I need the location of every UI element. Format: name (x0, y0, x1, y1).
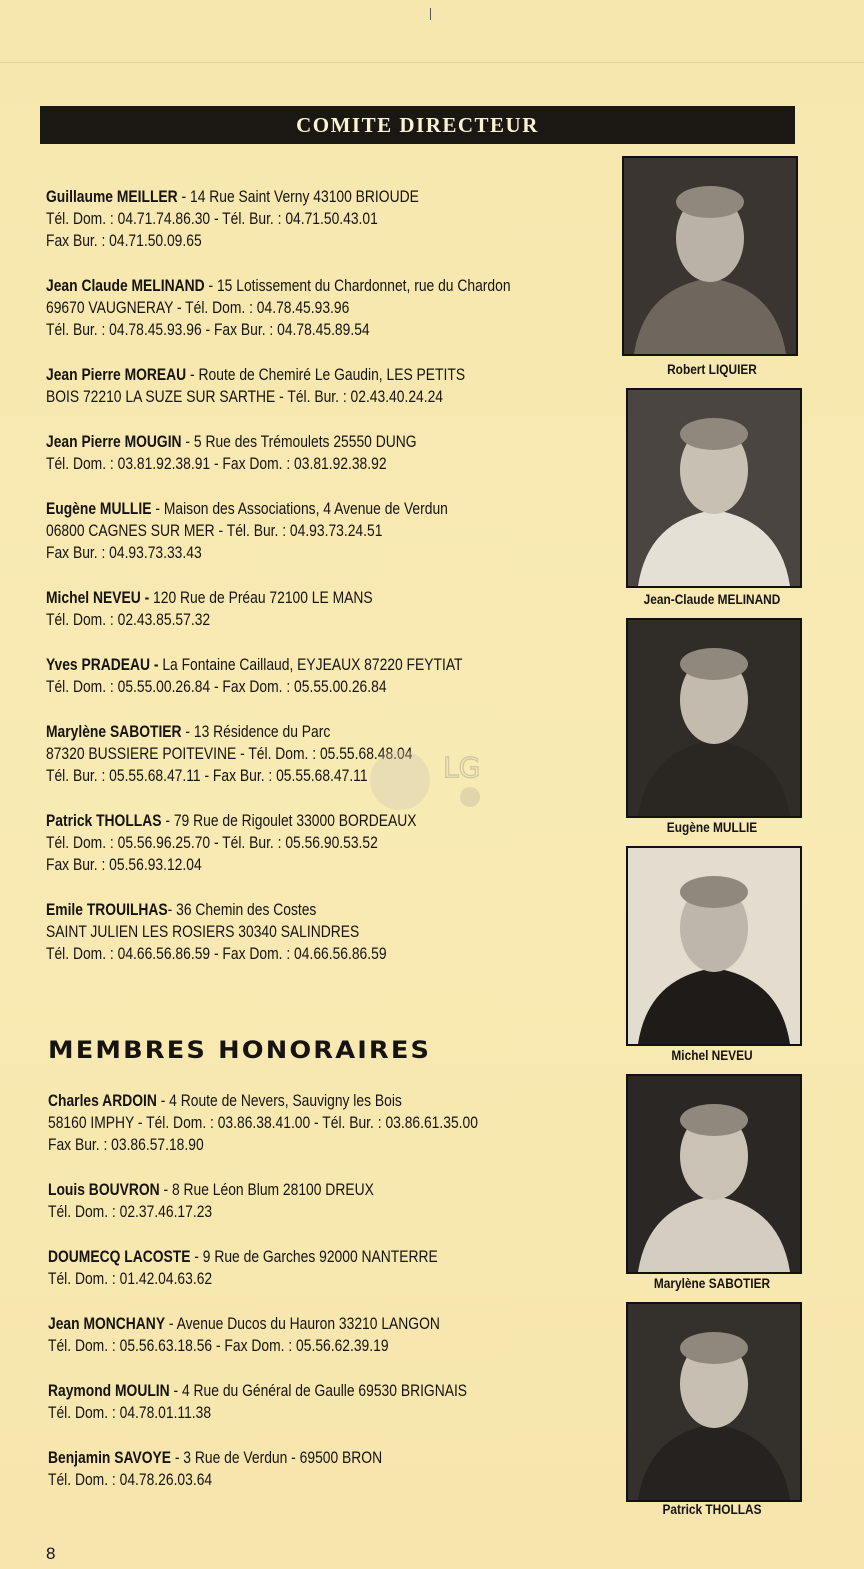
contact-entry (46, 899, 614, 965)
member-contact-line: 06800 CAGNES SUR MER - Tél. Bur. : 04.93.73.24.51 (46, 522, 383, 540)
portrait-photo (626, 618, 802, 818)
entry-line-1 (48, 1313, 616, 1335)
entry-line-1 (48, 1447, 616, 1469)
contact-entry (46, 587, 614, 631)
member-name: Emile TROUILHAS (46, 901, 168, 919)
member-name: Louis BOUVRON (48, 1181, 160, 1199)
member-contact-line: Tél. Dom. : 03.81.92.38.91 - Fax Dom. : 03.81.92.38.92 (46, 455, 387, 473)
member-address: - Maison des Associations, 4 Avenue de Verdun (151, 500, 448, 518)
entry-line-1 (46, 587, 614, 609)
entry-line-1 (46, 275, 614, 297)
member-name: Jean Pierre MOREAU (46, 366, 187, 384)
portrait-photo (626, 846, 802, 1046)
member-name: Jean Pierre MOUGIN (46, 433, 182, 451)
photo-caption: Patrick THOLLAS (662, 1502, 762, 1517)
member-address: - 36 Chemin des Costes (167, 901, 317, 919)
entry-line-1 (48, 1380, 616, 1402)
entry-line-1 (46, 654, 614, 676)
member-name: DOUMECQ LACOSTE (48, 1248, 191, 1266)
member-address: - Route de Chemiré Le Gaudin, LES PETITS (186, 366, 466, 384)
member-address: - 14 Rue Saint Verny 43100 BRIOUDE (177, 188, 419, 206)
member-name: Raymond MOULIN (48, 1382, 170, 1400)
contact-entry (46, 186, 614, 252)
member-contact-line: Fax Bur. : 05.56.93.12.04 (46, 856, 202, 874)
member-name: Marylène SABOTIER (46, 723, 182, 741)
contact-entry (46, 654, 614, 698)
photo-caption: Jean-Claude MELINAND (643, 592, 781, 607)
member-contact-line: Tél. Dom. : 02.37.46.17.23 (48, 1203, 213, 1221)
member-address: - 4 Route de Nevers, Sauvigny les Bois (156, 1092, 402, 1110)
member-address: - 13 Résidence du Parc (181, 723, 331, 741)
member-address: - 4 Rue du Général de Gaulle 69530 BRIGNAIS (169, 1382, 468, 1400)
member-name: Jean Claude MELINAND (46, 277, 205, 295)
member-name: Eugène MULLIE (46, 500, 152, 518)
member-name: Benjamin SAVOYE (48, 1449, 171, 1467)
member-contact-line: Tél. Dom. : 04.78.26.03.64 (48, 1471, 213, 1489)
member-address: - 79 Rue de Rigoulet 33000 BORDEAUX (161, 812, 417, 830)
entry-line-1 (48, 1246, 616, 1268)
section-title-membres-honoraires: MEMBRES HONORAIRES (48, 1036, 432, 1064)
member-contact-line: Tél. Bur. : 05.55.68.47.11 - Fax Bur. : 05.55.68.47.11 (46, 767, 368, 785)
member-contact-line: SAINT JULIEN LES ROSIERS 30340 SALINDRES (46, 923, 360, 941)
member-contact-line: Tél. Dom. : 05.56.63.18.56 - Fax Dom. : 05.56.62.39.19 (48, 1337, 389, 1355)
entry-line-1 (48, 1179, 616, 1201)
entry-line-1 (46, 899, 614, 921)
contact-entry (48, 1313, 616, 1357)
contact-entry (46, 498, 614, 564)
membres-honoraires-list (48, 1090, 616, 1514)
photo-caption: Robert LIQUIER (667, 362, 757, 377)
portrait-photo (626, 388, 802, 588)
entry-line-1 (46, 364, 614, 386)
entry-line-1 (46, 810, 614, 832)
section-banner-comite-directeur (40, 106, 795, 144)
contact-entry (48, 1246, 616, 1290)
page-number: 8 (46, 1544, 56, 1563)
photo-caption: Eugène MULLIE (666, 820, 758, 835)
member-address: - 9 Rue de Garches 92000 NANTERRE (190, 1248, 438, 1266)
banner-title: COMITE DIRECTEUR (296, 112, 539, 137)
top-tick-mark (430, 8, 431, 20)
member-contact-line: Fax Bur. : 03.86.57.18.90 (48, 1136, 204, 1154)
fold-line (0, 62, 864, 63)
member-address: - Avenue Ducos du Hauron 33210 LANGON (165, 1315, 440, 1333)
member-address: - 5 Rue des Trémoulets 25550 DUNG (181, 433, 417, 451)
contact-entry (46, 810, 614, 876)
entry-line-1 (46, 721, 614, 743)
member-address: - 3 Rue de Verdun - 69500 BRON (170, 1449, 383, 1467)
member-contact-line: Tél. Dom. : 05.55.00.26.84 - Fax Dom. : 05.55.00.26.84 (46, 678, 387, 696)
contact-entry (46, 721, 614, 787)
member-name: Patrick THOLLAS (46, 812, 162, 830)
member-contact-line: Tél. Dom. : 04.78.01.11.38 (48, 1404, 212, 1422)
member-address: - 8 Rue Léon Blum 28100 DREUX (159, 1181, 374, 1199)
member-address: La Fontaine Caillaud, EYJEAUX 87220 FEYTIAT (158, 656, 463, 674)
contact-entry (46, 275, 614, 341)
member-address: - 15 Lotissement du Chardonnet, rue du Chardon (204, 277, 511, 295)
member-contact-line: Tél. Dom. : 04.66.56.86.59 - Fax Dom. : 04.66.56.86.59 (46, 945, 387, 963)
contact-entry (46, 431, 614, 475)
member-name: Guillaume MEILLER (46, 188, 178, 206)
contact-entry (46, 364, 614, 408)
entry-line-1 (46, 186, 614, 208)
entry-line-1 (46, 498, 614, 520)
contact-entry (48, 1447, 616, 1491)
member-name: Jean MONCHANY (48, 1315, 166, 1333)
member-name: Michel NEVEU - (46, 589, 150, 607)
member-contact-line: 69670 VAUGNERAY - Tél. Dom. : 04.78.45.93.96 (46, 299, 350, 317)
photo-caption: Marylène SABOTIER (653, 1276, 771, 1291)
member-name: Yves PRADEAU - (46, 656, 159, 674)
member-contact-line: Fax Bur. : 04.71.50.09.65 (46, 232, 202, 250)
member-contact-line: 87320 BUSSIERE POITEVINE - Tél. Dom. : 05.55.68.48.04 (46, 745, 413, 763)
entry-line-1 (46, 431, 614, 453)
portrait-photo (626, 1074, 802, 1274)
member-contact-line: Tél. Dom. : 05.56.96.25.70 - Tél. Bur. : 05.56.90.53.52 (46, 834, 378, 852)
member-name: Charles ARDOIN (48, 1092, 157, 1110)
svg-text:LG: LG (443, 751, 481, 784)
member-contact-line: Tél. Bur. : 04.78.45.93.96 - Fax Bur. : 04.78.45.89.54 (46, 321, 370, 339)
member-contact-line: Tél. Dom. : 04.71.74.86.30 - Tél. Bur. : 04.71.50.43.01 (46, 210, 378, 228)
contact-entry (48, 1380, 616, 1424)
member-contact-line: 58160 IMPHY - Tél. Dom. : 03.86.38.41.00 - Tél. Bur. : 03.86.61.35.00 (48, 1114, 478, 1132)
photo-caption: Michel NEVEU (671, 1048, 753, 1063)
member-contact-line: BOIS 72210 LA SUZE SUR SARTHE - Tél. Bur. : 02.43.40.24.24 (46, 388, 444, 406)
member-contact-line: Tél. Dom. : 01.42.04.63.62 (48, 1270, 213, 1288)
portrait-photo (626, 1302, 802, 1502)
member-contact-line: Tél. Dom. : 02.43.85.57.32 (46, 611, 211, 629)
contact-entry (48, 1090, 616, 1156)
comite-directeur-list (46, 186, 614, 988)
member-address: 120 Rue de Préau 72100 LE MANS (149, 589, 373, 607)
contact-entry (48, 1179, 616, 1223)
member-contact-line: Fax Bur. : 04.93.73.33.43 (46, 544, 202, 562)
olg-watermark-logo (365, 735, 505, 825)
portrait-photo (622, 156, 798, 356)
entry-line-1 (48, 1090, 616, 1112)
